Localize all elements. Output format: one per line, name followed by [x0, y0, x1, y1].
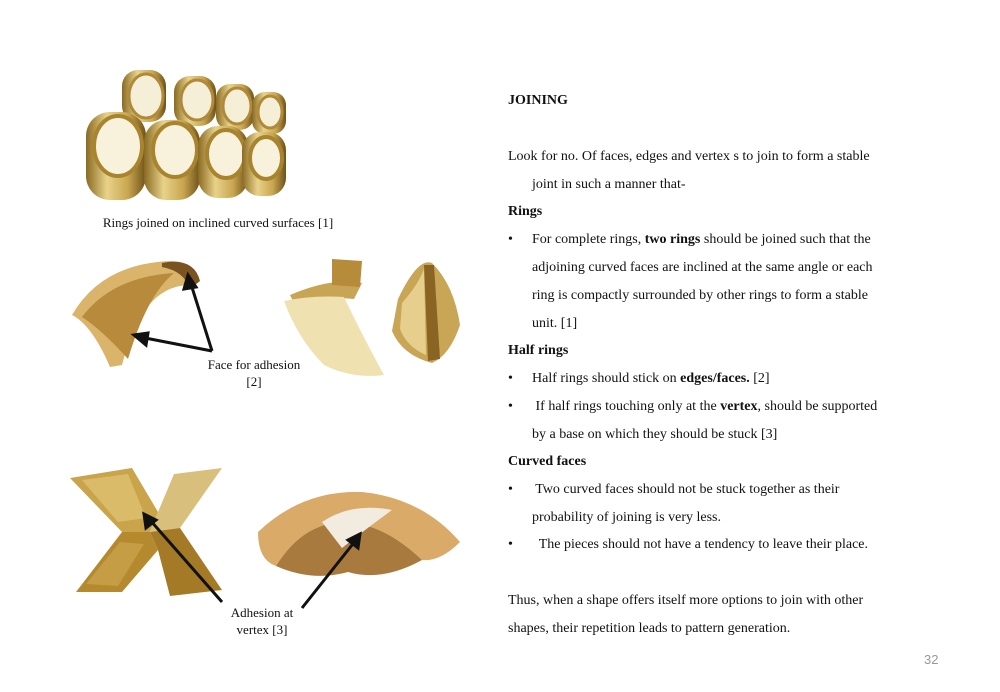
- curved-bullet-1: [508, 482, 839, 498]
- half-b2-line-2: by a base on which they should be stuck [3]: [532, 427, 778, 442]
- vertex-caption: [212, 604, 312, 638]
- vertex-caption-line1: Adhesion at: [230, 605, 294, 620]
- rings-heading: Rings: [508, 204, 543, 219]
- curved-b1-line-1: Two curved faces should not be stuck together as their: [532, 482, 840, 497]
- half-b2-pre: If half rings touching only at the: [532, 399, 721, 414]
- half-b1-bold: edges/faces.: [680, 371, 750, 386]
- half-b2-post: , should be supported: [757, 399, 878, 414]
- bullet-glyph: •: [508, 537, 513, 552]
- rings-bullet-1: [508, 232, 871, 248]
- half-b1-post: [2]: [749, 371, 770, 386]
- rings-b1-line-4: unit. [1]: [532, 316, 578, 331]
- half-b2-bold: vertex: [720, 399, 758, 414]
- rings-caption: Rings joined on inclined curved surfaces [1]: [102, 215, 334, 230]
- bullet-glyph: •: [508, 482, 513, 497]
- half-rings-caption: [194, 356, 314, 390]
- curved-b1-line-2: probability of joining is very less.: [532, 510, 721, 525]
- bamboo-rings-photo: [82, 62, 292, 212]
- bullet-glyph: •: [508, 371, 513, 386]
- bullet-glyph: •: [508, 232, 513, 247]
- rings-b1-bold: two rings: [644, 232, 701, 247]
- conclusion-line-1: Thus, when a shape offers itself more options to join with other: [508, 593, 864, 608]
- section-title: JOINING: [508, 93, 568, 108]
- bullet-glyph: •: [508, 399, 513, 414]
- half-rings-heading: Half rings: [508, 343, 569, 358]
- half-b1-pre: Half rings should stick on: [532, 371, 681, 386]
- intro-line-2: joint in such a manner that-: [532, 177, 686, 192]
- half-bullet-1: [508, 371, 770, 387]
- rings-b1-post: should be joined such that the: [700, 232, 871, 247]
- conclusion-line-2: shapes, their repetition leads to pattern generation.: [508, 621, 791, 636]
- curved-b2-text: The pieces should not have a tendency to leave their place.: [532, 537, 868, 552]
- intro-line-1: Look for no. Of faces, edges and vertex s to join to form a stable: [508, 149, 870, 164]
- bamboo-vertex-joint-photo: [62, 462, 472, 622]
- rings-b1-line-2: adjoining curved faces are inclined at the same angle or each: [532, 260, 873, 275]
- curved-bullet-2: [508, 537, 868, 553]
- page-number: 32: [924, 652, 939, 667]
- half-rings-caption-line1: Face for adhesion: [207, 357, 301, 372]
- half-bullet-2: [508, 399, 877, 415]
- curved-faces-heading: Curved faces: [508, 454, 587, 469]
- rings-b1-line-3: ring is compactly surrounded by other rings to form a stable: [532, 288, 868, 303]
- rings-b1-pre: For complete rings,: [532, 232, 645, 247]
- half-rings-caption-line2: [2]: [246, 374, 262, 389]
- vertex-caption-line2: vertex [3]: [236, 622, 288, 637]
